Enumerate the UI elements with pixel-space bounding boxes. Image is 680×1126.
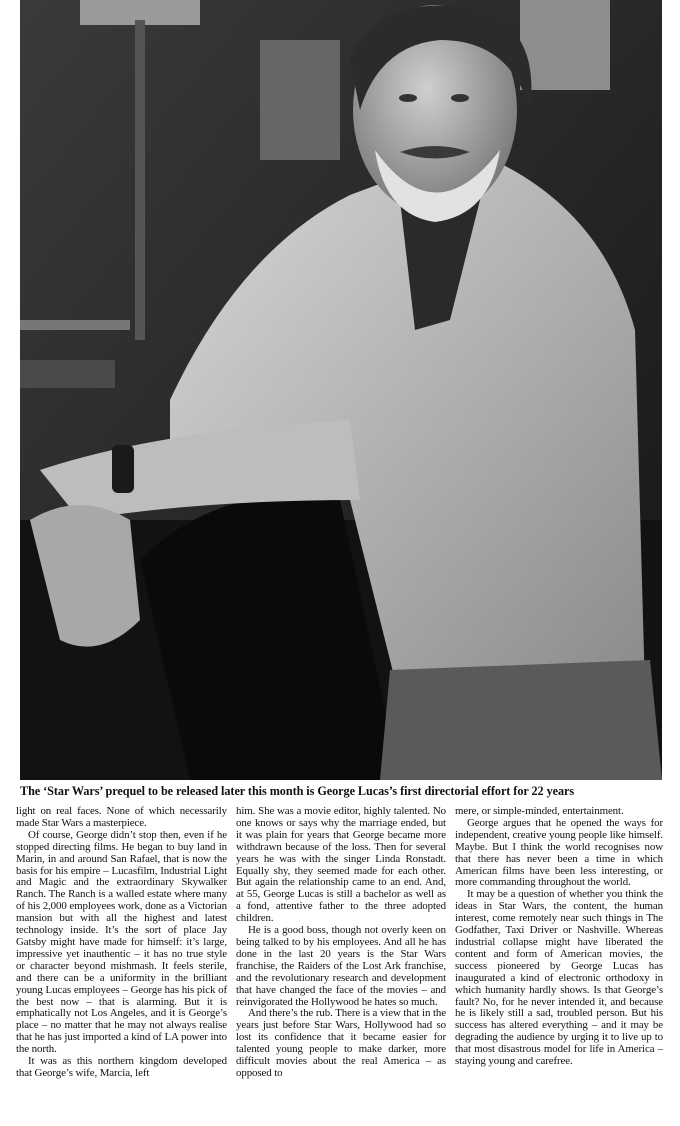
paragraph: It may be a question of whether you think the ideas in Star Wars, the content, the human interest, come remotely near such things in The Godfather, Taxi Driver or Nashville. Whereas industrial collapse might have liberated the content and form of American movies, the success pioneered by George Lucas has inaugurated a kind of electronic orthodoxy in which humanity hardly shows. Is that George’s fault? No, for he never intended it, and because he is likely still a sad, troubled person. But his success has altered everything – and it may be degrading the audience by urging it to live up to that most disastrous model for life in America – staying young and carefree. [455,888,663,1068]
paragraph: mere, or simple-minded, entertainment. [455,805,624,817]
paragraph: It was as this northern kingdom developed that George’s wife, Marcia, left [16,1055,227,1079]
paragraph: light on real faces. None of which necessarily made Star Wars a masterpiece. [16,805,227,829]
paragraph: George argues that he opened the ways for independent, creative young people like himself. Maybe. But I think the world recognises now that there has never been a time in which American films have been less interesting, or more commanding throughout the world. [455,816,663,889]
article-column-1 [16,806,227,1080]
article-column-3 [455,806,663,1068]
paragraph: And there’s the rub. There is a view that in the years just before Star Wars, Hollywood had so lost its confidence that it became easier for talented young people to make darker, more difficult movies about the real America – as opposed to [236,1007,446,1079]
photo-caption: The ‘Star Wars’ prequel to be released later this month is George Lucas’s first directorial effort for 22 years [20,784,575,798]
portrait-photo [20,0,662,780]
article-column-2 [236,806,446,1080]
paragraph: He is a good boss, though not overly keen on being talked to by his employees. And all he has done in the last 20 years is the Star Wars franchise, the Raiders of the Lost Ark franchise, and the revolutionary research and development that have changed the face of the movies – and reinvigorated the Hollywood he hates so much. [236,924,446,1008]
paragraph: Of course, George didn’t stop then, even if he stopped directing films. He began to buy land in Marin, in and around San Rafael, that is now the basis for his empire – Lucasfilm, Industrial Light and Magic and the extraordinary Skywalker Ranch. The Ranch is a walled estate where many of his 2,000 employees work, done as a Victorian mansion but with all the highest and latest technology inside. It’s the sort of place Jay Gatsby might have made for himself: it’s large, impressive yet inauthentic – it has no true style or character beyond mishmash. It feels sterile, and there can be a uniformity in the brilliant young Lucas employees – George has his pick of the best now – that is alarming. But it is emphatically not Los Angeles, and it is George’s place – no matter that he may not always realise that he has just imported a kind of LA power into the north. [16,828,227,1056]
paragraph: him. She was a movie editor, highly talented. No one knows or says why the marriage ended, but it was plain for years that George became more withdrawn because of the loss. Then for several years he was with the singer Linda Ronstadt. Equally shy, they seemed made for each other. But again the relationship came to an end. And, at 55, George Lucas is still a bachelor as well as a fond, attentive father to the three adopted children. [236,805,446,925]
photo-illustration [20,0,662,780]
